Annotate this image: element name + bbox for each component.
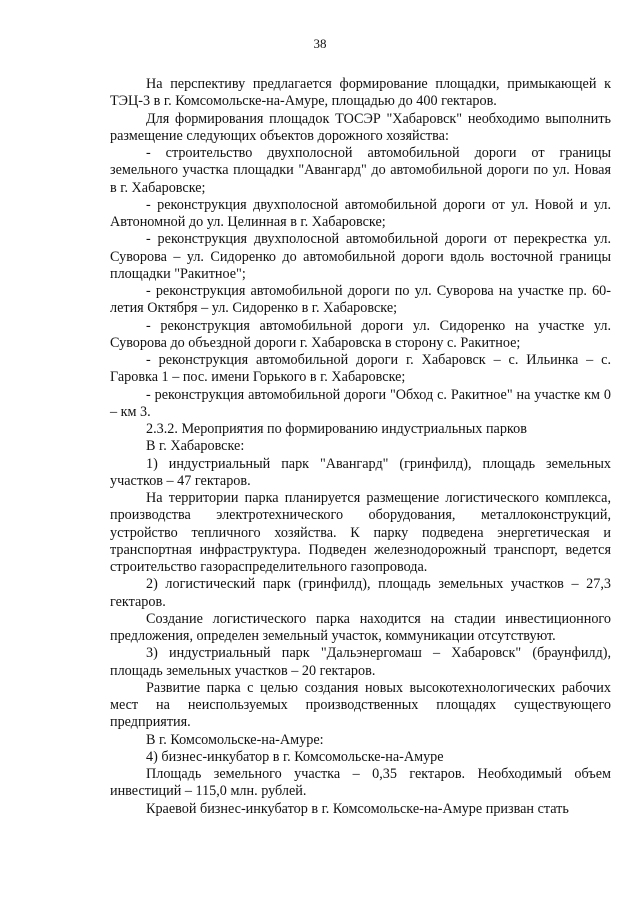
- page-number: 38: [313, 36, 327, 51]
- paragraph: В г. Комсомольске-на-Амуре:: [146, 731, 324, 748]
- list-item: 4) бизнес-инкубатор в г. Комсомольске-на-Амуре: [146, 748, 444, 765]
- list-item: 2) логистический парк (гринфилд), площадь земельных участков – 27,3 гектаров.: [110, 576, 611, 610]
- paragraph: В г. Хабаровске:: [146, 438, 245, 455]
- paragraph: Для формирования площадок ТОСЭР "Хабаровск" необходимо выполнить размещение следующих объектов дорожного хозяйства:: [110, 110, 611, 144]
- list-item: 3) индустриальный парк "Дальэнергомаш – Хабаровск" (браунфилд), площадь земельных участков – 20 гектаров.: [110, 645, 611, 679]
- paragraph: Развитие парка с целью создания новых высокотехнологических рабочих мест на неиспользуемых производственных площадях существующего предприятия.: [110, 679, 611, 731]
- list-item: - реконструкция двухполосной автомобильной дороги от перекрестка ул. Суворова – ул. Сидоренко до автомобильной дороги вдоль восточной границы площадки "Ракитное";: [110, 231, 611, 282]
- list-item: - реконструкция автомобильной дороги по ул. Суворова на участке пр. 60-летия Октября – ул. Сидоренко в г. Хабаровске;: [110, 283, 611, 317]
- list-item: - реконструкция автомобильной дороги г. Хабаровск – с. Ильинка – с. Гаровка 1 – пос. имени Горького в г. Хабаровске;: [110, 352, 611, 386]
- list-item: - реконструкция автомобильной дороги "Обход с. Ракитное" на участке км 0 – км 3.: [110, 386, 611, 420]
- paragraph: На территории парка планируется размещение логистического комплекса, производства электротехнического оборудования, металлоконструкций, устройство тепличного хозяйства. К парку подведена энергетическая и транспортная инфраструктура. Подведен железнодорожный транспорт, ведется строительство газораспределительного газопровода.: [110, 490, 611, 575]
- paragraph: Создание логистического парка находится на стадии инвестиционного предложения, определен земельный участок, коммуникации отсутствуют.: [110, 610, 611, 644]
- paragraph: Площадь земельного участка – 0,35 гектаров. Необходимый объем инвестиций – 115,0 млн. рублей.: [110, 766, 611, 800]
- document-body: [110, 76, 611, 818]
- section-heading: 2.3.2. Мероприятия по формированию индустриальных парков: [146, 421, 527, 437]
- list-item: - реконструкция автомобильной дороги ул. Сидоренко на участке ул. Суворова до объездной дороги г. Хабаровска в сторону с. Ракитное;: [110, 317, 611, 351]
- paragraph: Краевой бизнес-инкубатор в г. Комсомольске-на-Амуре призван стать: [146, 800, 569, 817]
- list-item: - строительство двухполосной автомобильной дороги от границы земельного участка площадки "Авангард" до автомобильной дороги по ул. Новая в г. Хабаровске;: [110, 145, 611, 196]
- list-item: - реконструкция двухполосной автомобильной дороги от ул. Новой и ул. Автономной до ул. Целинная в г. Хабаровске;: [110, 196, 611, 230]
- paragraph: На перспективу предлагается формирование площадки, примыкающей к ТЭЦ-3 в г. Комсомольске-на-Амуре, площадью до 400 гектаров.: [110, 76, 611, 110]
- list-item: 1) индустриальный парк "Авангард" (гринфилд), площадь земельных участков – 47 гектаров.: [110, 455, 611, 489]
